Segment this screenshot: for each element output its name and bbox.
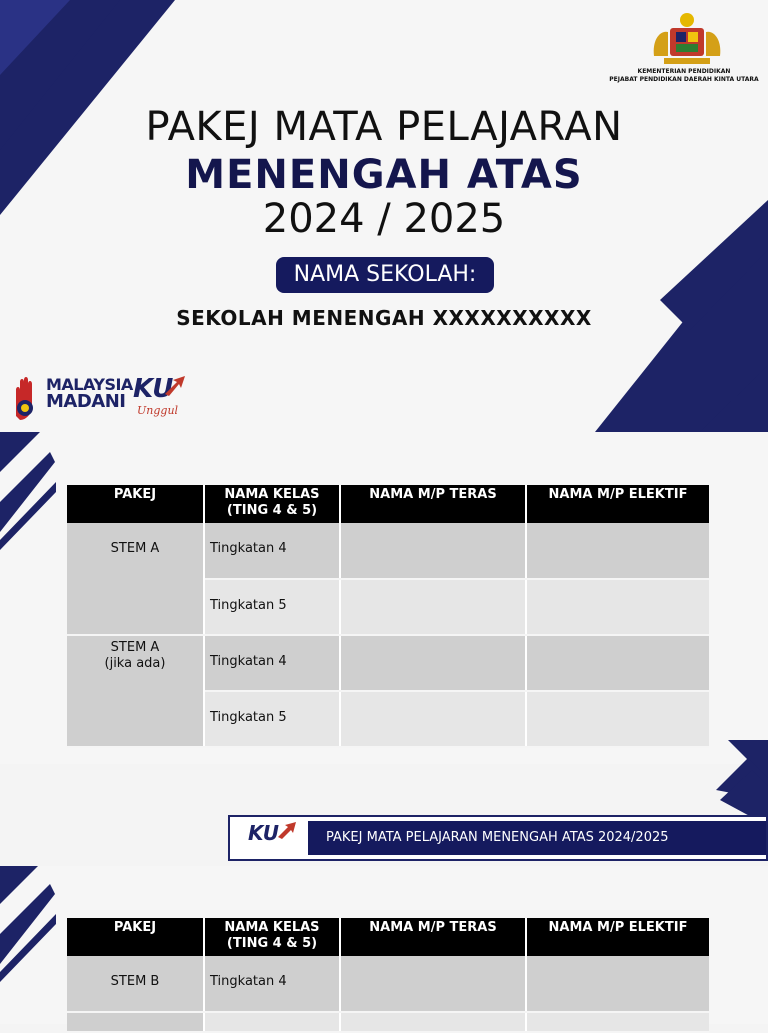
header-mp-elektif: NAMA M/P ELEKTIF: [526, 918, 709, 956]
footer-banner: [228, 815, 768, 861]
banner-text: PAKEJ MATA PELAJARAN MENENGAH ATAS 2024/2025: [308, 821, 766, 855]
teras-cell[interactable]: [340, 523, 526, 579]
madani-hand-icon: [10, 376, 42, 420]
school-label-pill: NAMA SEKOLAH:: [276, 257, 494, 293]
teras-cell[interactable]: [340, 635, 526, 691]
elektif-cell[interactable]: [526, 956, 709, 1012]
kelas-cell: Tingkatan 4: [204, 956, 340, 1012]
header-nama-kelas: NAMA KELAS (TING 4 & 5): [204, 918, 340, 956]
title-line3: 2024 / 2025: [262, 196, 506, 242]
teras-cell[interactable]: [340, 579, 526, 635]
banner-ku-logo: KU: [248, 821, 280, 845]
kelas-cell: [204, 1012, 340, 1032]
elektif-cell[interactable]: [526, 579, 709, 635]
kelas-cell: Tingkatan 5: [204, 579, 340, 635]
header-mp-elektif: NAMA M/P ELEKTIF: [526, 485, 709, 523]
header-pakej: PAKEJ: [67, 485, 204, 523]
table-row: [67, 1012, 709, 1032]
elektif-cell[interactable]: [526, 635, 709, 691]
teras-cell[interactable]: [340, 691, 526, 747]
madani-line2: MADANI: [46, 391, 126, 412]
package-table-1: [67, 485, 709, 748]
malaysia-madani-logo: [10, 376, 133, 410]
elektif-cell[interactable]: [526, 1012, 709, 1032]
elektif-cell[interactable]: [526, 523, 709, 579]
madani-line1: MALAYSIA: [46, 375, 133, 394]
pakej-cell: STEM A (jika ada): [67, 635, 204, 747]
crest-icon: [650, 10, 724, 66]
growth-arrow-icon: [163, 374, 187, 396]
title-line1: PAKEJ MATA PELAJARAN: [145, 104, 623, 150]
school-name: SEKOLAH MENENGAH XXXXXXXXXX: [176, 306, 592, 330]
header-pakej: PAKEJ: [67, 918, 204, 956]
teras-cell[interactable]: [340, 956, 526, 1012]
ministry-line1: KEMENTERIAN PENDIDIKAN: [637, 68, 731, 75]
ku-script: Unggul: [137, 404, 179, 417]
table-row: [67, 635, 709, 691]
pakej-cell: STEM B: [67, 956, 204, 1012]
kelas-cell: Tingkatan 4: [204, 635, 340, 691]
ministry-label: [600, 68, 768, 84]
header-mp-teras: NAMA M/P TERAS: [340, 485, 526, 523]
teras-cell[interactable]: [340, 1012, 526, 1032]
kelas-cell: Tingkatan 4: [204, 523, 340, 579]
table-row: [67, 956, 709, 1012]
package-table-2: [67, 918, 709, 1033]
banner-arrow-icon: [276, 821, 298, 839]
kelas-cell: Tingkatan 5: [204, 691, 340, 747]
cover-slide: [0, 0, 768, 432]
ministry-line2: PEJABAT PENDIDIKAN DAERAH KINTA UTARA: [609, 76, 759, 83]
ku-text: KU: [133, 374, 174, 404]
table-row: [67, 523, 709, 579]
header-mp-teras: NAMA M/P TERAS: [340, 918, 526, 956]
pakej-cell: STEM A: [67, 523, 204, 635]
title-line2: MENENGAH ATAS: [185, 152, 583, 198]
header-nama-kelas: NAMA KELAS (TING 4 & 5): [204, 485, 340, 523]
elektif-cell[interactable]: [526, 691, 709, 747]
ku-unggul-logo: [133, 374, 187, 420]
pakej-cell: [67, 1012, 204, 1032]
